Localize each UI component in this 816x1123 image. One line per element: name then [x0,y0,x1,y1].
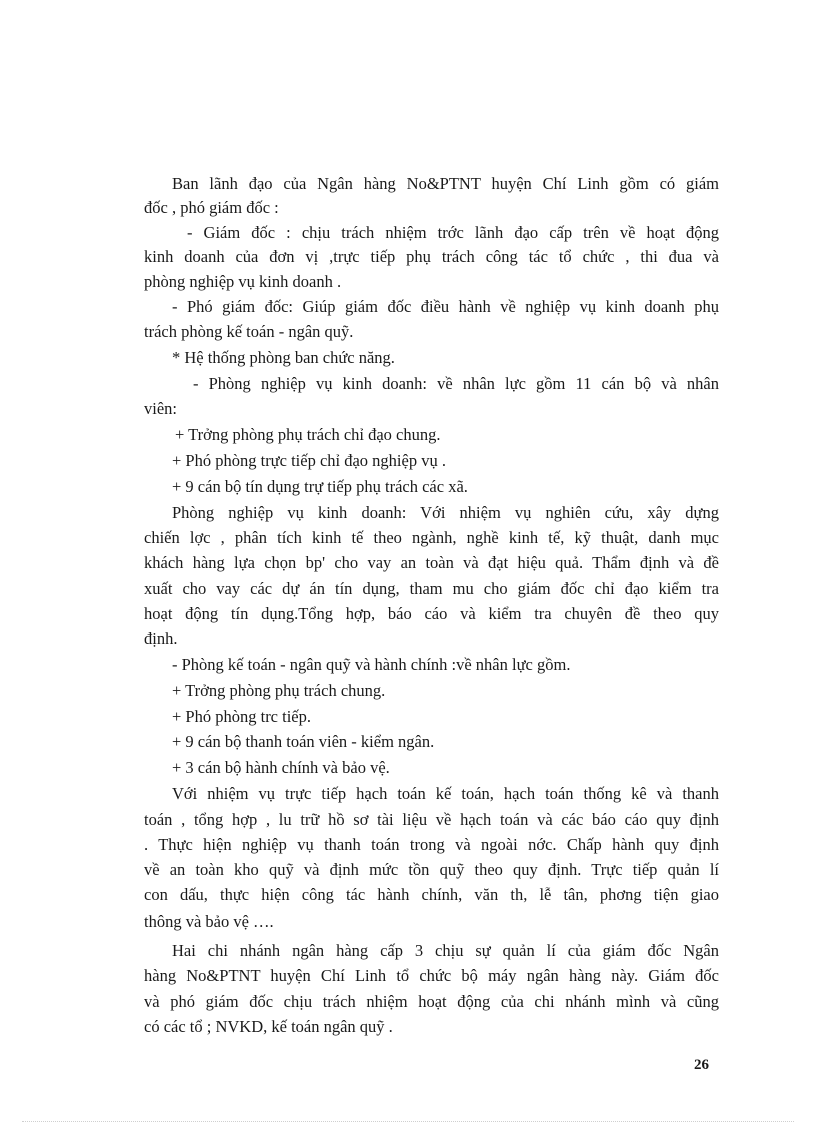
text-line: - Phòng kế toán - ngân quỹ và hành chính :về nhân lực gồm. [172,655,571,674]
text-line: con dấu, thực hiện công tác hành chính, văn th, lễ tân, phơng tiện giao [144,885,719,904]
text-line: viên: [144,399,177,418]
text-line: - Phòng nghiệp vụ kinh doanh: về nhân lực gồm 11 cán bộ và nhân [193,374,719,393]
page-number: 26 [694,1057,709,1073]
text-line: về an toàn kho quỹ và định mức tồn quỹ theo quy định. Trực tiếp quản lí [144,860,719,879]
text-line: khách hàng lựa chọn bp' cho vay an toàn và đạt hiệu quả. Thẩm định và đề [144,553,719,572]
text-line: kinh doanh của đơn vị ,trực tiếp phụ trách công tác tổ chức , thi đua và [144,247,719,266]
text-line: + 9 cán bộ tín dụng trự tiếp phụ trách các xã. [172,477,468,496]
text-line: + 9 cán bộ thanh toán viên - kiểm ngân. [172,732,435,751]
text-line: - Phó giám đốc: Giúp giám đốc điều hành về nghiệp vụ kinh doanh phụ [172,297,719,316]
text-line: + Phó phòng trc tiếp. [172,707,312,726]
text-line: . Thực hiện nghiệp vụ thanh toán trong và ngoài nớc. Chấp hành quy định [144,835,719,854]
footer-divider [22,1121,794,1122]
text-line: + Trởng phòng phụ trách chỉ đạo chung. [175,425,441,444]
text-line: định. [144,629,178,648]
text-line: xuất cho vay các dự án tín dụng, tham mu cho giám đốc chỉ đạo kiểm tra [144,579,719,598]
text-line: Phòng nghiệp vụ kinh doanh: Với nhiệm vụ nghiên cứu, xây dựng [172,503,719,522]
text-line: + Phó phòng trực tiếp chỉ đạo nghiệp vụ . [172,451,446,470]
text-line: * Hệ thống phòng ban chức năng. [172,348,395,367]
text-line: và phó giám đốc chịu trách nhiệm hoạt động của chi nhánh mình và cũng [144,992,719,1011]
text-line: thông và bảo vệ …. [144,912,274,931]
text-line: + 3 cán bộ hành chính và bảo vệ. [172,758,390,777]
text-line: toán , tổng hợp , lu trữ hồ sơ tài liệu về hạch toán và các báo cáo quy định [144,810,719,829]
text-line: Với nhiệm vụ trực tiếp hạch toán kế toán, hạch toán thống kê và thanh [172,784,719,803]
text-line: trách phòng kế toán - ngân quỹ. [144,322,354,341]
text-line: Hai chi nhánh ngân hàng cấp 3 chịu sự quản lí của giám đốc Ngân [172,941,719,960]
text-line: + Trởng phòng phụ trách chung. [172,681,386,700]
text-line: có các tổ ; NVKD, kế toán ngân quỹ . [144,1017,393,1036]
text-line: chiến lợc , phân tích kinh tế theo ngành, nghề kinh tế, kỹ thuật, danh mục [144,528,719,547]
text-line: đốc , phó giám đốc : [144,198,279,217]
text-line: phòng nghiệp vụ kinh doanh . [144,272,342,291]
text-line: - Giám đốc : chịu trách nhiệm trớc lãnh đạo cấp trên về hoạt động [187,223,719,242]
text-line: hoạt động tín dụng.Tổng hợp, báo cáo và kiểm tra chuyên đề theo quy [144,604,719,623]
text-line: hàng No&PTNT huyện Chí Linh tổ chức bộ máy ngân hàng này. Giám đốc [144,966,719,985]
text-line: Ban lãnh đạo của Ngân hàng No&PTNT huyện Chí Linh gồm có giám [172,174,719,193]
